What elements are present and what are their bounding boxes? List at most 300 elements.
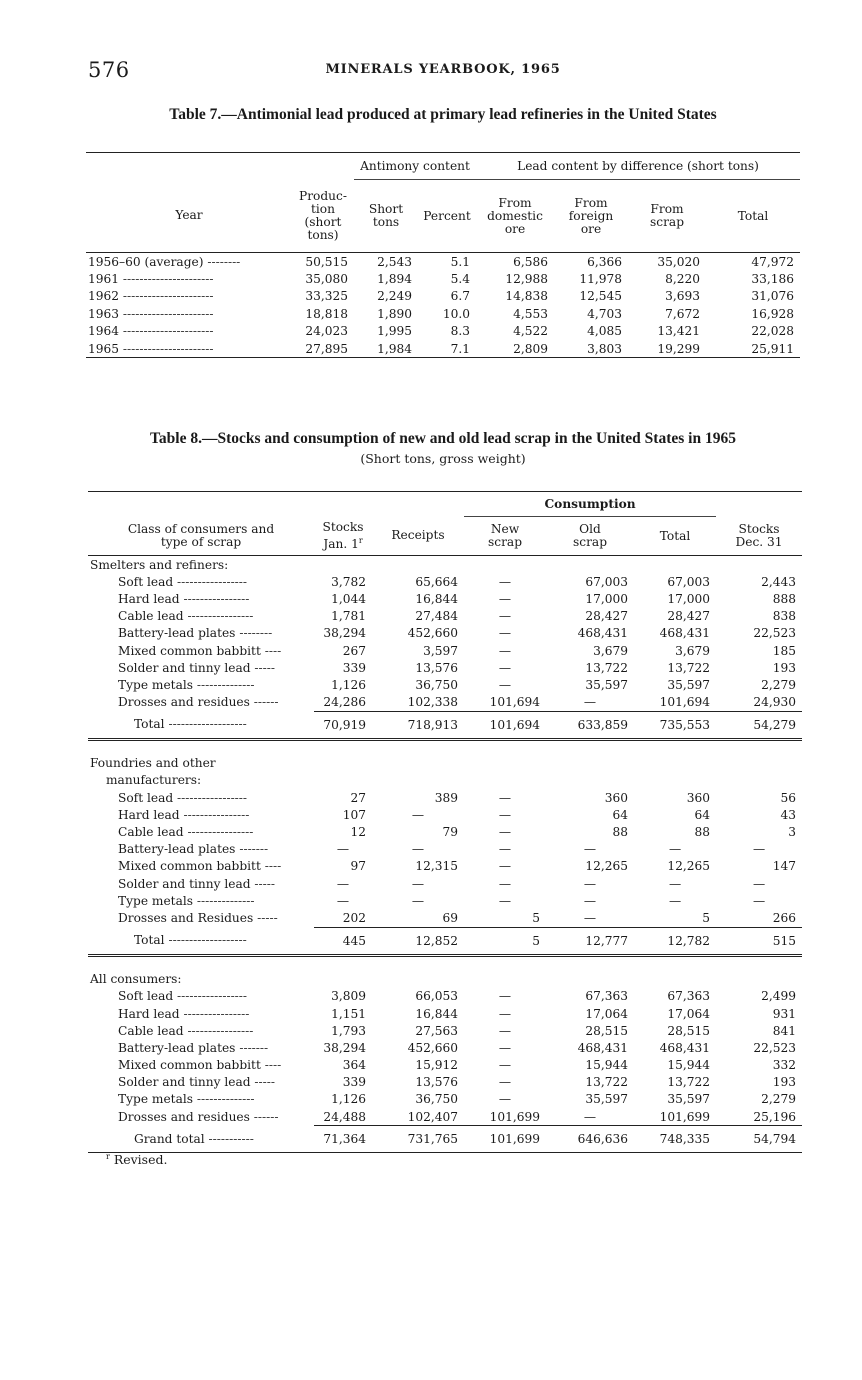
table7-cell: 13,421 bbox=[657, 324, 701, 339]
table8-cell: — bbox=[498, 1006, 512, 1021]
table8-row bbox=[88, 590, 802, 607]
footnote-mark: r bbox=[106, 1152, 110, 1161]
table7-cell: 25,911 bbox=[706, 340, 800, 358]
scrap-type-cell bbox=[88, 909, 314, 927]
table7-cell: 8.3 bbox=[450, 324, 471, 339]
table8-cell: 3,597 bbox=[423, 643, 459, 658]
table8-cell: 1,151 bbox=[331, 1006, 366, 1021]
table7-cell: 3,803 bbox=[554, 340, 628, 358]
table8-cell: 266 bbox=[772, 910, 797, 925]
scrap-type-cell bbox=[88, 694, 314, 712]
header-line: Old bbox=[579, 522, 601, 536]
table8-cell: — bbox=[752, 893, 766, 908]
table8-cell: — bbox=[498, 825, 512, 840]
table8-cell: 13,722 bbox=[585, 1075, 629, 1090]
row-label: 1963 bbox=[88, 306, 120, 321]
row-label: 1964 bbox=[88, 324, 120, 339]
table7-row bbox=[86, 340, 800, 358]
table8-stocks-jan-header bbox=[314, 517, 372, 556]
table7-year-header: Year bbox=[86, 180, 292, 253]
table8-cell: 360 bbox=[686, 790, 711, 805]
table8-row bbox=[88, 988, 802, 1005]
table8-cell: 97 bbox=[350, 859, 366, 874]
table8-cell: 17,064 bbox=[667, 1006, 711, 1021]
table7-cell: 1,984 bbox=[354, 340, 418, 358]
table8-total-cell: 5 bbox=[464, 927, 546, 955]
row-label: Solder and tinny lead bbox=[118, 1075, 251, 1090]
table7-cell: 11,978 bbox=[579, 272, 623, 287]
scrap-type-cell bbox=[88, 625, 314, 642]
row-label: Drosses and Residues bbox=[118, 911, 254, 926]
table8-cell: — bbox=[498, 1075, 512, 1090]
table8-cell: — bbox=[411, 876, 425, 891]
table8-cell: 3,809 bbox=[331, 989, 366, 1004]
scrap-type-cell bbox=[88, 806, 314, 823]
table8-cell: — bbox=[583, 695, 597, 710]
header-line: New bbox=[490, 522, 520, 536]
scrap-type-cell bbox=[88, 590, 314, 607]
dot-leader: ---------------- bbox=[183, 1006, 250, 1021]
table8-cell: — bbox=[498, 1058, 512, 1073]
table8-cell: 202 bbox=[342, 910, 366, 925]
table8-cell: — bbox=[498, 643, 512, 658]
table8-section-heading-row bbox=[88, 772, 802, 789]
row-label: Mixed common babbitt bbox=[118, 1058, 261, 1073]
table7-row bbox=[86, 305, 800, 322]
revised-mark: r bbox=[358, 535, 363, 545]
table8-cell: — bbox=[583, 893, 597, 908]
table8-cell: 101,694 bbox=[489, 695, 541, 710]
table8-cell: 17,000 bbox=[585, 591, 629, 606]
row-label: Soft lead bbox=[118, 574, 174, 589]
table8-cell: 931 bbox=[772, 1006, 797, 1021]
row-label: Mixed common babbitt bbox=[118, 643, 261, 658]
table8-cell: 36,750 bbox=[415, 677, 459, 692]
table7-cell: 6,366 bbox=[587, 254, 623, 269]
row-label: Battery-lead plates bbox=[118, 842, 236, 857]
section-spacer-cell bbox=[88, 955, 802, 971]
table7-scrap-header bbox=[628, 180, 706, 253]
table7-row bbox=[86, 270, 800, 287]
table7-year-cell bbox=[86, 323, 292, 340]
table8-cell: 1,126 bbox=[331, 1092, 366, 1107]
table8-body bbox=[88, 556, 802, 1153]
table8-cell: 13,576 bbox=[415, 1075, 459, 1090]
table8-cell: 35,597 bbox=[585, 1092, 629, 1107]
table8-cell: — bbox=[336, 893, 350, 908]
table8-cell: — bbox=[411, 893, 425, 908]
table8-cell: 468,431 bbox=[659, 626, 711, 641]
row-label: Cable lead bbox=[118, 825, 184, 840]
table7-cell: 18,818 bbox=[305, 306, 348, 321]
table8-row bbox=[88, 806, 802, 823]
table7-title: Table 7.—Antimonial lead produced at primary lead refineries in the United States bbox=[169, 106, 717, 123]
dot-leader: ----- bbox=[254, 876, 275, 891]
table8-cell: — bbox=[498, 660, 512, 675]
dot-leader: -------------- bbox=[196, 893, 255, 908]
table8 bbox=[88, 491, 802, 1153]
table8-cell: — bbox=[752, 876, 766, 891]
table8-cell: 12,265 bbox=[667, 859, 711, 874]
scrap-type-cell bbox=[88, 659, 314, 676]
table8-cell: 65,664 bbox=[415, 574, 459, 589]
header-line: From bbox=[650, 202, 684, 216]
table8-row bbox=[88, 1039, 802, 1056]
dot-leader: ---------------------- bbox=[122, 289, 214, 304]
row-label: Soft lead bbox=[118, 790, 174, 805]
table7-cell: 19,299 bbox=[628, 340, 706, 358]
table8-cell: 38,294 bbox=[323, 1040, 366, 1055]
table8-row bbox=[88, 1108, 802, 1126]
table8-section-heading-row bbox=[88, 556, 802, 574]
table8-cell: 79 bbox=[442, 825, 459, 840]
table8-cell: 360 bbox=[604, 790, 629, 805]
table8-cell: — bbox=[583, 876, 597, 891]
dot-leader: ----- bbox=[257, 911, 278, 926]
table7-cell: 12,988 bbox=[505, 272, 549, 287]
table8-total-cell: 748,335 bbox=[634, 1126, 716, 1153]
scrap-type-cell bbox=[88, 892, 314, 909]
dot-leader: -------------- bbox=[196, 677, 255, 692]
table8-cell: 3,679 bbox=[675, 643, 711, 658]
header-line: ore bbox=[504, 221, 526, 236]
table8-cell: 36,750 bbox=[415, 1092, 459, 1107]
table8-cell: 2,279 bbox=[761, 677, 797, 692]
table8-cell: 12,315 bbox=[415, 859, 459, 874]
table8-cell: 27,484 bbox=[415, 609, 459, 624]
table8-cell: — bbox=[411, 807, 425, 822]
header-line: ore bbox=[580, 221, 602, 236]
table8-cell: 12,265 bbox=[585, 859, 629, 874]
table8-total-row bbox=[88, 1126, 802, 1153]
table7-cell: 33,325 bbox=[305, 289, 348, 304]
table8-cell: 185 bbox=[772, 643, 797, 658]
table8-total-cell: 646,636 bbox=[546, 1126, 634, 1153]
table7-cell: 35,080 bbox=[305, 272, 348, 287]
table8-row bbox=[88, 625, 802, 642]
table8-cell: 838 bbox=[772, 609, 797, 624]
table8-row bbox=[88, 694, 802, 712]
row-label: Battery-lead plates bbox=[118, 626, 236, 641]
header-line: tion bbox=[311, 201, 335, 216]
dot-leader: ---------------- bbox=[187, 609, 254, 624]
table7-body bbox=[86, 253, 800, 358]
table7-cell: 33,186 bbox=[751, 272, 795, 287]
table8-cell: — bbox=[498, 807, 512, 822]
table8-cell: — bbox=[668, 876, 682, 891]
table8-cell: — bbox=[498, 790, 512, 805]
table8-cell: 452,660 bbox=[407, 1040, 459, 1055]
table8-row bbox=[88, 1074, 802, 1091]
table8-cell: — bbox=[498, 1040, 512, 1055]
header-line: From bbox=[574, 195, 608, 210]
table8-cell: 27,563 bbox=[415, 1023, 459, 1038]
table8-cell: — bbox=[498, 842, 512, 857]
scrap-type-cell bbox=[88, 823, 314, 840]
total-label-cell bbox=[88, 711, 314, 739]
table8-total-cell: 101,699 bbox=[464, 1126, 546, 1153]
table7-cell: 4,553 bbox=[513, 306, 549, 321]
table8-cell: 5 bbox=[532, 910, 541, 925]
table8-cell: — bbox=[668, 893, 682, 908]
table8-total-row bbox=[88, 927, 802, 955]
table7-year-cell bbox=[86, 270, 292, 287]
table8-cell: — bbox=[498, 989, 512, 1004]
table8-total-cell: 54,794 bbox=[716, 1126, 802, 1153]
table8-subtitle: (Short tons, gross weight) bbox=[360, 451, 526, 466]
table8-cell: 3,679 bbox=[593, 643, 629, 658]
table8-cell: 13,722 bbox=[667, 660, 711, 675]
table8-cell: — bbox=[498, 859, 512, 874]
table8-header-spacer-right bbox=[716, 492, 802, 517]
header-line: (short bbox=[304, 214, 342, 229]
scrap-type-cell bbox=[88, 841, 314, 858]
table8-cell: 66,053 bbox=[415, 989, 459, 1004]
table8-cell: — bbox=[498, 574, 512, 589]
row-label: Soft lead bbox=[118, 989, 174, 1004]
header-line: type of scrap bbox=[160, 534, 242, 549]
table8-cell: 28,515 bbox=[667, 1023, 711, 1038]
table8-cell: 43 bbox=[780, 807, 797, 822]
dot-leader: ------- bbox=[239, 1040, 269, 1055]
table8-total-cell: 515 bbox=[716, 927, 802, 955]
header-line: tons bbox=[372, 215, 400, 229]
table8-total-cell: 54,279 bbox=[716, 711, 802, 739]
table8-cell: 35,597 bbox=[585, 677, 629, 692]
table7-cell: 4,085 bbox=[587, 324, 623, 339]
table8-cell: 28,515 bbox=[585, 1023, 629, 1038]
dot-leader: ----------------- bbox=[177, 989, 248, 1004]
table8-cell: — bbox=[583, 1109, 597, 1124]
table8-cell: 15,912 bbox=[415, 1058, 459, 1073]
dot-leader: ------------------- bbox=[168, 933, 247, 948]
table8-total-cell: 101,694 bbox=[464, 711, 546, 739]
table7-cell: 24,023 bbox=[305, 324, 348, 339]
table7-cell: 14,838 bbox=[505, 289, 549, 304]
scrap-type-cell bbox=[88, 1057, 314, 1074]
scrap-type-cell bbox=[88, 573, 314, 590]
dot-leader: ------- bbox=[239, 842, 269, 857]
row-label: Mixed common babbitt bbox=[118, 859, 261, 874]
table8-cell: — bbox=[498, 1092, 512, 1107]
table7-row bbox=[86, 253, 800, 271]
table7-year-cell bbox=[86, 340, 292, 358]
table7-cell: 47,972 bbox=[751, 254, 795, 269]
table8-cell: — bbox=[498, 1023, 512, 1038]
table8-cell: 56 bbox=[780, 790, 797, 805]
row-label: 1965 bbox=[88, 341, 120, 356]
table8-footnote bbox=[106, 1152, 167, 1167]
table8-total-cell: 731,765 bbox=[372, 1126, 464, 1153]
table8-cell: 16,844 bbox=[415, 591, 459, 606]
table8-cell: 267 bbox=[342, 643, 366, 658]
table7-cell: 50,515 bbox=[305, 254, 348, 269]
table8-cell: 28,427 bbox=[585, 609, 629, 624]
table8-total-cell: 718,913 bbox=[372, 711, 464, 739]
table8-stocks-dec-header bbox=[716, 517, 802, 556]
table7-cell: 22,028 bbox=[751, 324, 795, 339]
header-line: From bbox=[498, 195, 532, 210]
row-label: 1956–60 (average) bbox=[88, 254, 204, 269]
scrap-type-cell bbox=[88, 875, 314, 892]
table8-cell: 22,523 bbox=[753, 1040, 797, 1055]
table8-cell: 67,003 bbox=[585, 574, 629, 589]
table8-cell: — bbox=[583, 842, 597, 857]
scrap-type-cell bbox=[88, 1022, 314, 1039]
table8-row bbox=[88, 858, 802, 875]
table8-cell: 3 bbox=[788, 825, 797, 840]
table8-cell: 389 bbox=[434, 790, 459, 805]
table8-cell: — bbox=[498, 876, 512, 891]
table8-old-scrap-header bbox=[546, 517, 634, 556]
table8-cell: 452,660 bbox=[407, 626, 459, 641]
table7-cell: 7.1 bbox=[418, 340, 476, 358]
scrap-type-cell bbox=[88, 1074, 314, 1091]
table7-lead-group-header: Lead content by difference (short tons) bbox=[476, 153, 800, 180]
dot-leader: ------------------- bbox=[168, 717, 247, 732]
table7-cell: 5.1 bbox=[450, 254, 471, 269]
table8-class-header bbox=[88, 517, 314, 556]
header-line: Stocks bbox=[322, 519, 364, 534]
table8-row bbox=[88, 892, 802, 909]
table8-row bbox=[88, 789, 802, 806]
table7-total-header: Total bbox=[706, 180, 800, 253]
table7-antimony-group-header: Antimony content bbox=[354, 153, 476, 180]
row-label: Cable lead bbox=[118, 1023, 184, 1038]
table7-percent-header: Percent bbox=[418, 180, 476, 253]
table8-row bbox=[88, 1005, 802, 1022]
table7-year-cell bbox=[86, 288, 292, 305]
table7-cell: 4,703 bbox=[587, 306, 623, 321]
dot-leader: ---------------------- bbox=[122, 341, 214, 356]
dot-leader: -------------- bbox=[196, 1092, 255, 1107]
table7-cell: 4,522 bbox=[513, 324, 549, 339]
row-label: Hard lead bbox=[118, 591, 180, 606]
scrap-type-cell bbox=[88, 1108, 314, 1126]
table8-total-cell: 12,777 bbox=[546, 927, 634, 955]
table8-cell: 468,431 bbox=[659, 1040, 711, 1055]
table8-cell: 38,294 bbox=[323, 626, 366, 641]
table8-total-header: Total bbox=[634, 517, 716, 556]
table8-total-cell: 633,859 bbox=[546, 711, 634, 739]
scrap-type-cell bbox=[88, 676, 314, 693]
table8-cell: 24,930 bbox=[753, 695, 797, 710]
table8-cell: — bbox=[752, 842, 766, 857]
table8-cell: 88 bbox=[612, 825, 629, 840]
table8-cell: 364 bbox=[342, 1058, 366, 1073]
table7-domestic-header bbox=[476, 180, 554, 253]
section-heading: manufacturers: bbox=[106, 773, 202, 788]
header-line: Produc- bbox=[299, 188, 347, 203]
table8-total-cell: 445 bbox=[314, 927, 372, 955]
table8-cell: 16,844 bbox=[415, 1006, 459, 1021]
dot-leader: -------- bbox=[207, 254, 241, 269]
table8-row bbox=[88, 659, 802, 676]
row-label: Drosses and residues bbox=[118, 1109, 250, 1124]
dot-leader: ----------------- bbox=[177, 790, 248, 805]
table8-row bbox=[88, 823, 802, 840]
table7-cell: 31,076 bbox=[751, 289, 795, 304]
header-line: scrap bbox=[650, 215, 684, 229]
table8-title: Table 8.—Stocks and consumption of new and old lead scrap in the United States in 1965 bbox=[150, 430, 736, 447]
table8-cell: 2,443 bbox=[761, 574, 797, 589]
row-label: 1961 bbox=[88, 272, 120, 287]
table8-cell: 2,279 bbox=[761, 1092, 797, 1107]
dot-leader: ---------------------- bbox=[122, 306, 214, 321]
table8-cell: 193 bbox=[772, 660, 797, 675]
table8-cell: — bbox=[498, 609, 512, 624]
table8-cell: 17,000 bbox=[667, 591, 711, 606]
table8-cell: — bbox=[498, 591, 512, 606]
row-label: Drosses and residues bbox=[118, 695, 250, 710]
table7-row bbox=[86, 323, 800, 340]
table8-row bbox=[88, 642, 802, 659]
table7-cell: 5.4 bbox=[450, 272, 471, 287]
total-label-cell bbox=[88, 927, 314, 955]
row-label: Hard lead bbox=[118, 807, 180, 822]
table8-cell: 13,576 bbox=[415, 660, 459, 675]
total-label: Total bbox=[134, 933, 165, 948]
table8-row bbox=[88, 875, 802, 892]
page-number: 576 bbox=[88, 58, 130, 82]
table7-cell: 1,995 bbox=[377, 324, 412, 339]
dot-leader: ---------------- bbox=[183, 591, 250, 606]
table8-cell: 468,431 bbox=[577, 626, 629, 641]
dot-leader: ------ bbox=[253, 1109, 279, 1124]
table8-row bbox=[88, 608, 802, 625]
table7-cell: 2,809 bbox=[476, 340, 554, 358]
table8-cell: 28,427 bbox=[667, 609, 711, 624]
header-line: domestic bbox=[487, 208, 543, 223]
dot-leader: ---------------------- bbox=[122, 272, 214, 287]
dot-leader: ----- bbox=[254, 660, 275, 675]
table8-cell: 15,944 bbox=[585, 1058, 629, 1073]
table8-total-cell: 735,553 bbox=[634, 711, 716, 739]
table7-cell: 16,928 bbox=[751, 306, 795, 321]
table8-cell: 101,694 bbox=[659, 695, 711, 710]
table7-cell: 8,220 bbox=[665, 272, 701, 287]
dot-leader: ---------------------- bbox=[122, 324, 214, 339]
scrap-type-cell bbox=[88, 1039, 314, 1056]
dot-leader: ---- bbox=[264, 859, 282, 874]
header-line: Class of consumers and bbox=[127, 521, 275, 536]
table8-cell: 13,722 bbox=[585, 660, 629, 675]
table8-total-cell: 70,919 bbox=[314, 711, 372, 739]
table8-cell: 1,793 bbox=[331, 1023, 366, 1038]
table8-row bbox=[88, 909, 802, 927]
table8-cell: 67,363 bbox=[585, 989, 629, 1004]
header-line: scrap bbox=[573, 535, 607, 549]
table8-cell: 3,782 bbox=[331, 574, 366, 589]
table7-foreign-header bbox=[554, 180, 628, 253]
table8-cell: 22,523 bbox=[753, 626, 797, 641]
table8-header-spacer bbox=[88, 492, 464, 517]
section-heading: Foundries and other bbox=[90, 756, 216, 771]
table8-row bbox=[88, 573, 802, 590]
header-line: Dec. 31 bbox=[735, 534, 783, 549]
table7-cell: 7,672 bbox=[665, 306, 701, 321]
running-title: MINERALS YEARBOOK, 1965 bbox=[325, 62, 561, 77]
table8-cell: — bbox=[336, 876, 350, 891]
table8-cell: 64 bbox=[694, 807, 711, 822]
row-label: Solder and tinny lead bbox=[118, 660, 251, 675]
total-label: Grand total bbox=[134, 1132, 205, 1146]
section-heading: All consumers: bbox=[90, 972, 182, 987]
table8-cell: 2,499 bbox=[761, 989, 797, 1004]
table8-cell: — bbox=[668, 842, 682, 857]
table8-cell: 339 bbox=[342, 660, 366, 675]
section-spacer bbox=[88, 739, 802, 755]
